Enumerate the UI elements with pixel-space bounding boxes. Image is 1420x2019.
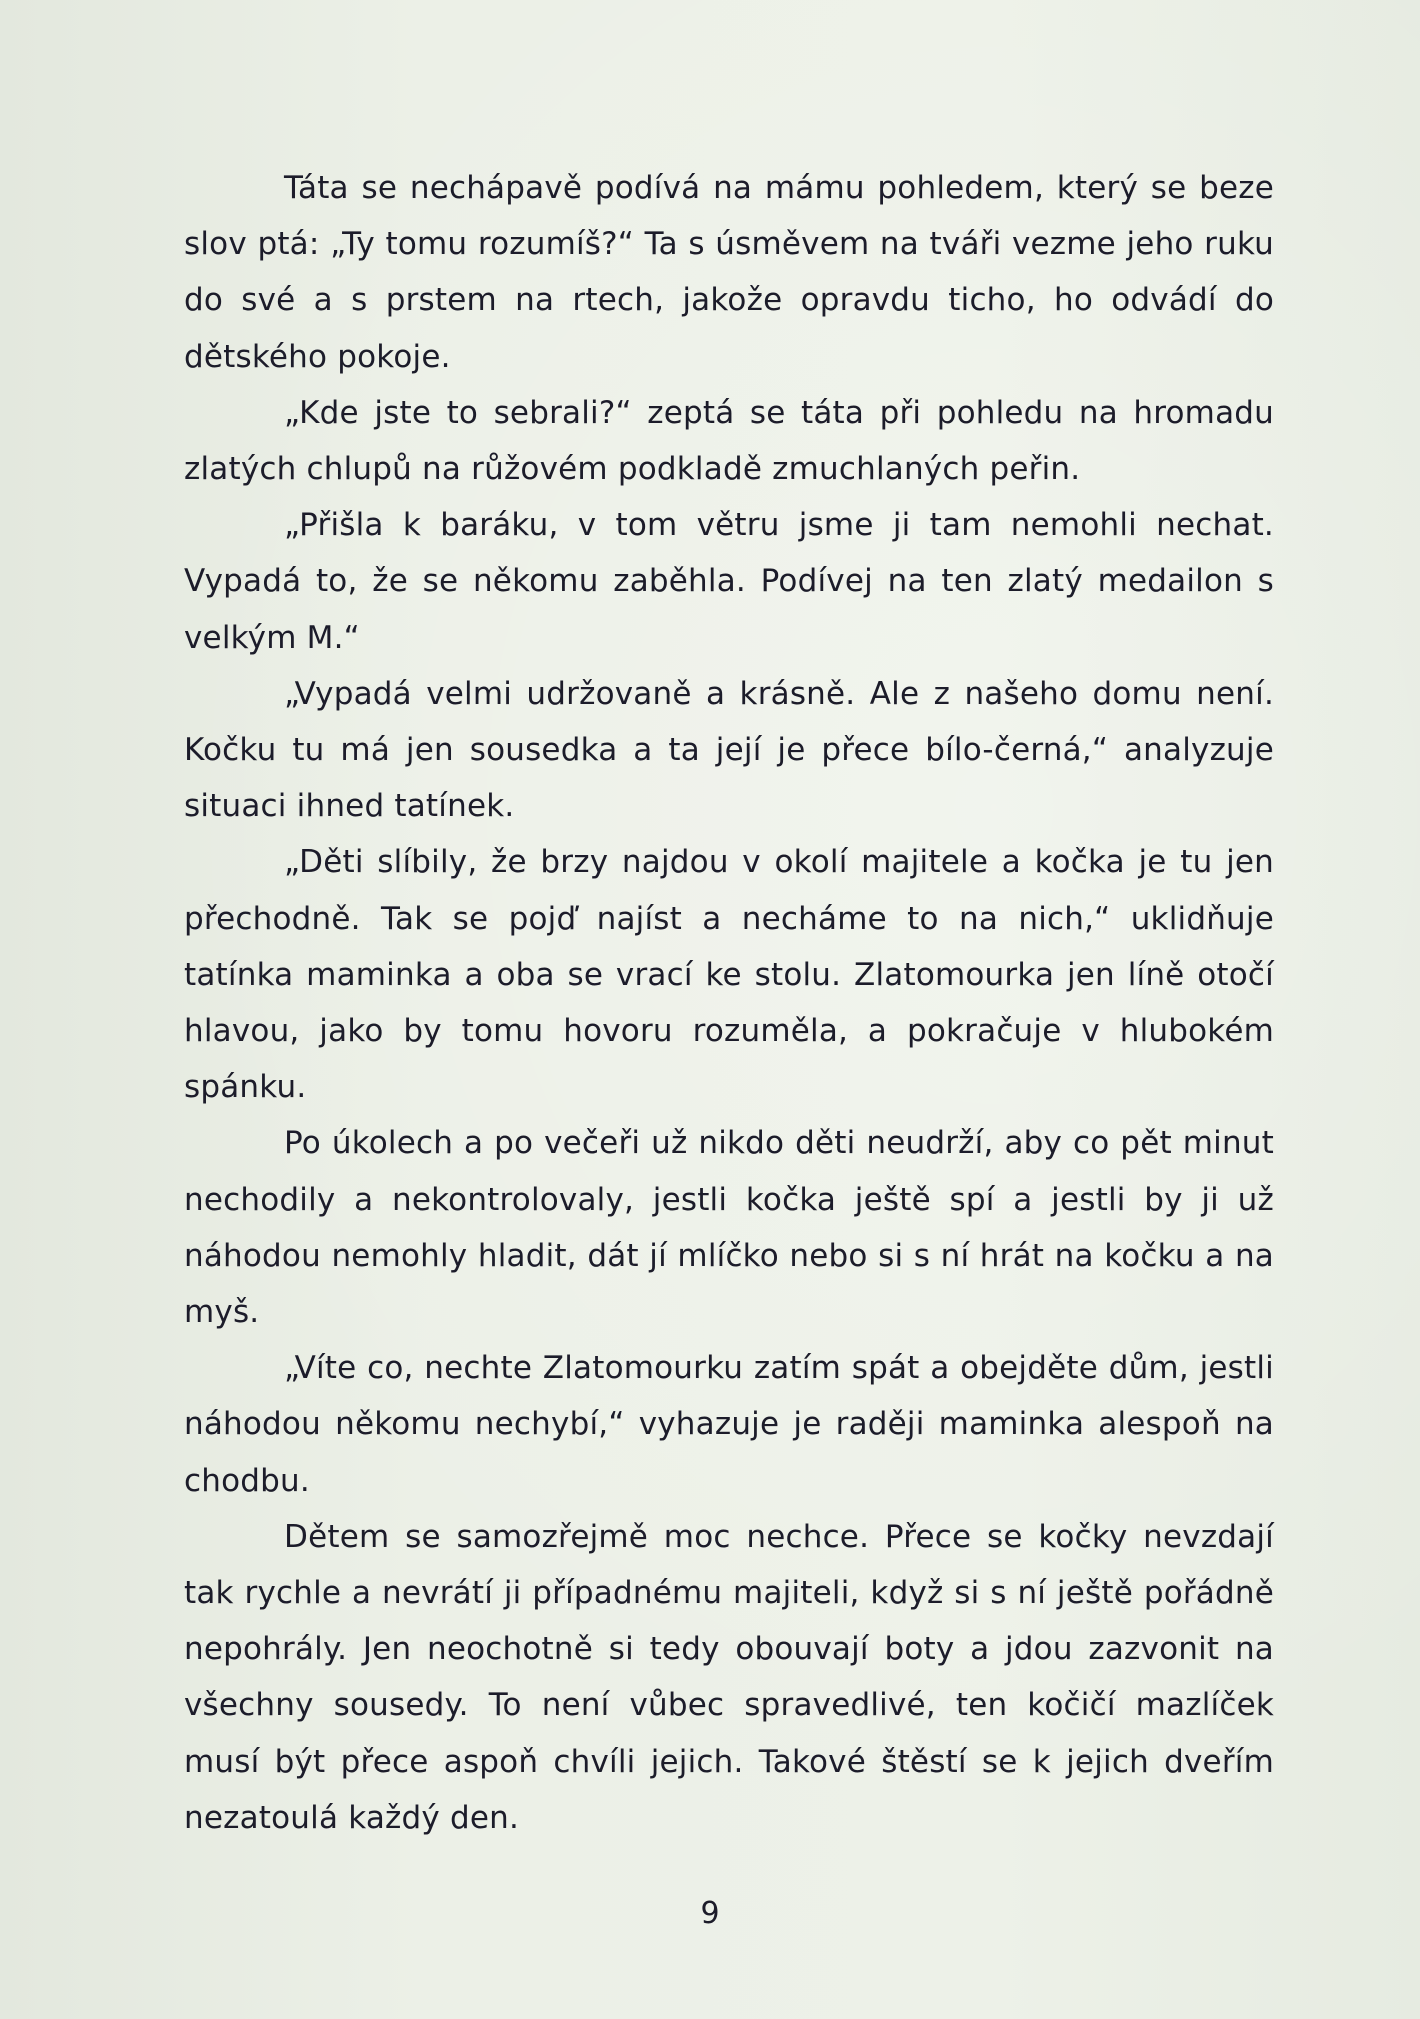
body-text xyxy=(184,160,1274,1846)
paragraph: „Vypadá velmi udržovaně a krásně. Ale z našeho domu není. Kočku tu má jen sousedka a ta její je přece bílo-černá,“ analyzuje situaci ihned tatínek. xyxy=(184,675,1274,825)
paragraph: „Víte co, nechte Zlatomourku zatím spát a obejděte dům, jestli náhodou někomu nechybí,“ vyhazuje je raději maminka alespoň na chodbu. xyxy=(184,1350,1274,1499)
page-number: 9 xyxy=(700,1896,720,1931)
paragraph: Po úkolech a po večeři už nikdo děti neudrží, aby co pět minut nechodily a nekontrolovaly, jestli kočka ještě spí a jestli by ji už náhodou nemohly hladit, dát jí mlíčko nebo si s ní hrát na kočku a na myš. xyxy=(184,1125,1274,1331)
paragraph: „Děti slíbily, že brzy najdou v okolí majitele a kočka je tu jen přechodně. Tak se pojď najíst a necháme to na nich,“ uklidňuje tatínka maminka a oba se vrací ke stolu. Zlatomourka jen líně otočí hlavou, jako by tomu hovoru rozuměla, a pokračuje v hlubokém spánku. xyxy=(184,844,1274,1106)
paragraph: Dětem se samozřejmě moc nechce. Přece se kočky nevzdají tak rychle a nevrátí ji případnému majiteli, když si s ní ještě pořádně nepohrály. Jen neochotně si tedy obouvají boty a jdou zazvonit na všechny sousedy. To není vůbec spravedlivé, ten kočičí mazlíček musí být přece aspoň chvíli jejich. Takové štěstí se k jejich dveřím nezatoulá každý den. xyxy=(184,1518,1274,1836)
paragraph: „Přišla k baráku, v tom větru jsme ji tam nemohli nechat. Vypadá to, že se někomu zaběhla. Podívej na ten zlatý medailon s velkým M.“ xyxy=(184,507,1274,656)
paragraph: „Kde jste to sebrali?“ zeptá se táta při pohledu na hromadu zlatých chlupů na růžovém podkladě zmuchlaných peřin. xyxy=(184,394,1274,488)
paragraph: Táta se nechápavě podívá na mámu pohledem, který se beze slov ptá: „Ty tomu rozumíš?“ Ta s úsměvem na tváři vezme jeho ruku do své a s prstem na rtech, jakože opravdu ticho, ho odvádí do dětského pokoje. xyxy=(184,170,1274,375)
